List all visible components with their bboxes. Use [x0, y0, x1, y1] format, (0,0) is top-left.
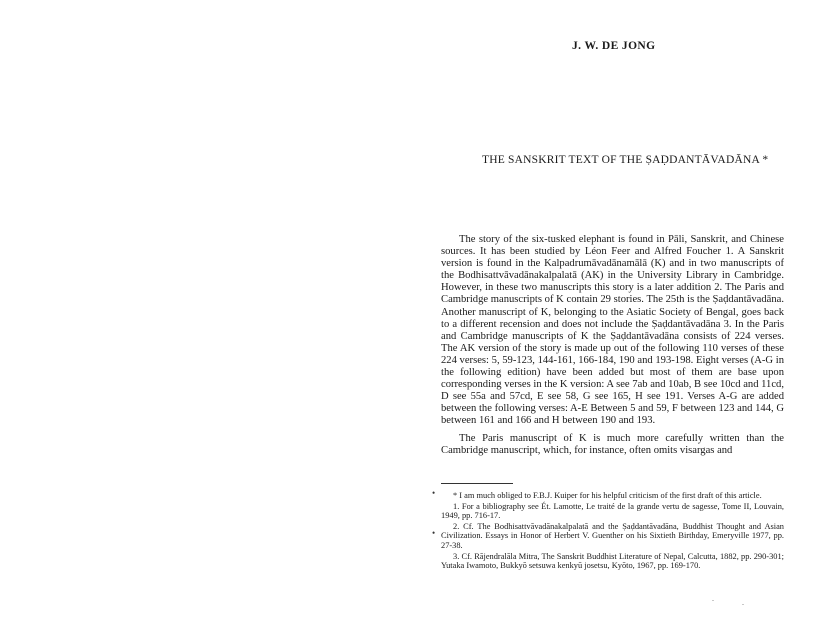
paragraph: The story of the six-tusked elephant is found in Pāli, Sanskrit, and Chinese sources. It has been studied by Léon Feer and Alfred Foucher 1. A Sanskrit version is found in the Kalpadrumāvadānamālā (K) and in two manuscripts of the Bodhisattvāvadānakalpalatā (AK) in the University Library in Cambridge. However, in these two manuscripts this story is a later addition 2. The Paris and Cambridge manuscripts of K contain 29 stories. The 25th is the Ṣaḍdantāvadāna. Another manuscript of K, belonging to the Asiatic Society of Bengal, goes back to a different recension and does not include the Ṣaḍdantāvadāna 3. In the Paris and Cambridge manuscripts of K the Ṣaḍdantāvadāna consists of 224 verses. The AK version of the story is made up out of the following 110 verses of these 224 verses: 5, 59-123, 144-161, 166-184, 190 and 193-198. Eight verses (A-G in the following edition) have been added but most of them are base upon corresponding verses in the K version: A see 7ab and 10ab, B see 10cd and 11cd, D see 55a and 57cd, E see 58, G see 165, H see 191. Verses A-G are added between the following verses: A-E Between 5 and 59, F between 123 and 144, G between 161 and 166 and H between 190 and 193. — [441, 234, 784, 427]
footnotes — [441, 491, 784, 572]
footnote-rule — [441, 483, 513, 484]
footnote-asterisk: * I am much obliged to F.B.J. Kuiper for his helpful criticism of the first draft of this article. — [453, 491, 762, 500]
footnote-3: 3. Cf. Rājendralāla Mitra, The Sanskrit Buddhist Literature of Nepal, Calcutta, 1882, pp. 290-301; Yutaka Iwamoto, Bukkyō setsuwa kenkyū josetsu, Kyōto, 1967, pp. 169-170. — [441, 551, 784, 571]
footnote-1: 1. For a bibliography see Ét. Lamotte, Le traité de la grande vertu de sagesse, Tome II, Louvain, 1949, pp. 716-17. — [441, 501, 784, 521]
footnote-2: 2. Cf. The Bodhisattvāvadānakalpalatā and the Ṣaḍdantāvadāna, Buddhist Thought and Asian Civilization. Essays in Honor of Herbert V. Guenther on his Sixtieth Birthday, Emeryville 1977, pp. 27-38. — [441, 521, 784, 550]
article-title: THE SANSKRIT TEXT OF THE ṢAḌDANTĀVADĀNA * — [482, 154, 769, 166]
body-text — [441, 234, 784, 457]
scan-speck — [712, 600, 714, 601]
running-head-author: J. W. DE JONG — [572, 40, 656, 52]
margin-mark: • — [432, 528, 436, 538]
paragraph: The Paris manuscript of K is much more carefully written than the Cambridge manuscript, which, for instance, often omits visargas and — [441, 432, 784, 456]
margin-mark: • — [432, 488, 436, 498]
scan-speck — [742, 604, 744, 605]
